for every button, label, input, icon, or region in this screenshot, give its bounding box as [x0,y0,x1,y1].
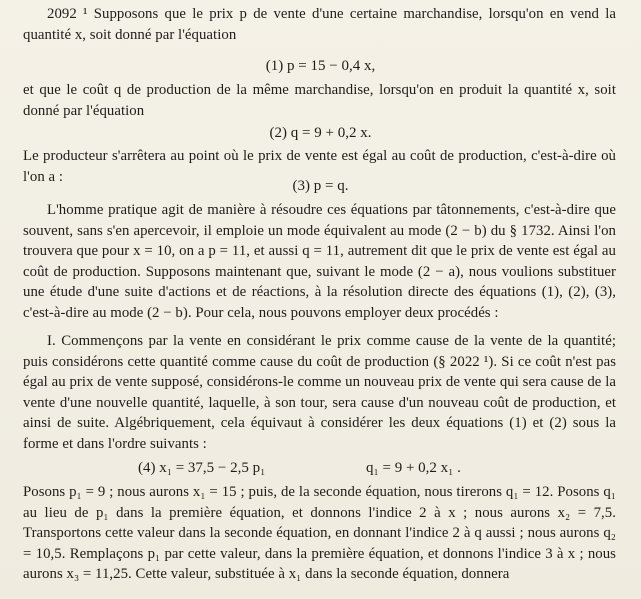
equation-2: (2) q = 9 + 0,2 x. [269,125,372,141]
equation-1: (1) p = 15 − 0,4 x, [265,58,376,74]
equation-3: (3) p = q. [292,178,349,194]
paragraph-procede-1: I. Commençons par la vente en considérant le prix comme cause de la vente de la quantité; puis considérons cette quantité comme cause du coût de production (§ 2022 ¹). Si ce coût n'est pas égal au prix de vente supposé, considérons-le comme un nouveau prix de vente qui sera cause de la vente d'une nouvelle quantité, laquelle, à son tour, sera cause d'un nouveau coût de production, et ainsi de suite. Algébriquement, cela équivaut à considérer les deux équations (1) et (2) sous la forme et dans l'ordre suivants : [23,333,616,452]
paragraph-homme-pratique: L'homme pratique agit de manière à résoudre ces équations par tâtonnements, c'est-à-dire que souvent, sans s'en apercevoir, il emploie un mode équivalent au mode (2 − b) du § 1732. Ainsi l'on trouvera que pour x = 10, on a p = 11, et aussi q = 11, autrement dit que le prix de vente est égal au coût de production. Supposons maintenant que, suivant le mode (2 − a), nous voulions substituer une étude d'une suite d'actions et de réactions, à la résolution directe des équations (1), (2), (3), c'est-à-dire au mode (2 − b). Pour cela, nous pouvons employer deux procédés : [23,202,616,321]
equation-4-right: q₁ = 9 + 0,2 x₁ . [366,460,461,476]
paragraph-cost: et que le coût q de production de la même marchandise, lorsqu'on en produit la quantité x, soit donné par l'équation [23,82,616,119]
paragraph-calcul: Posons p₁ = 9 ; nous aurons x₁ = 15 ; puis, de la seconde équation, nous tirerons q₁ = 12. Posons q₁ au lieu de p₁ dans la première équation, et donnons l'indice 2 à x ; nous aurons x₂ = 7,5. Transportons cette valeur dans la seconde équation, en donnant l'indice 2 à q aussi ; nous aurons q₂ = 10,5. Remplaçons p₁ par cette valeur, dans la première équation, et donnons l'indice 3 à x ; nous aurons x₃ = 11,25. Cette valeur, substituée à x₁ dans la seconde équation, donnera [23,484,616,582]
paragraph-2092: 2092 ¹ Supposons que le prix p de vente d'une certaine marchandise, lorsqu'on en vend la quantité x, soit donné par l'équation [23,6,616,43]
paragraph-producer: Le producteur s'arrêtera au point où le prix de vente est égal au coût de production, c'est-à-dire où l'on a : [23,148,616,185]
equation-4-left: (4) x₁ = 37,5 − 2,5 p₁ [138,460,266,476]
